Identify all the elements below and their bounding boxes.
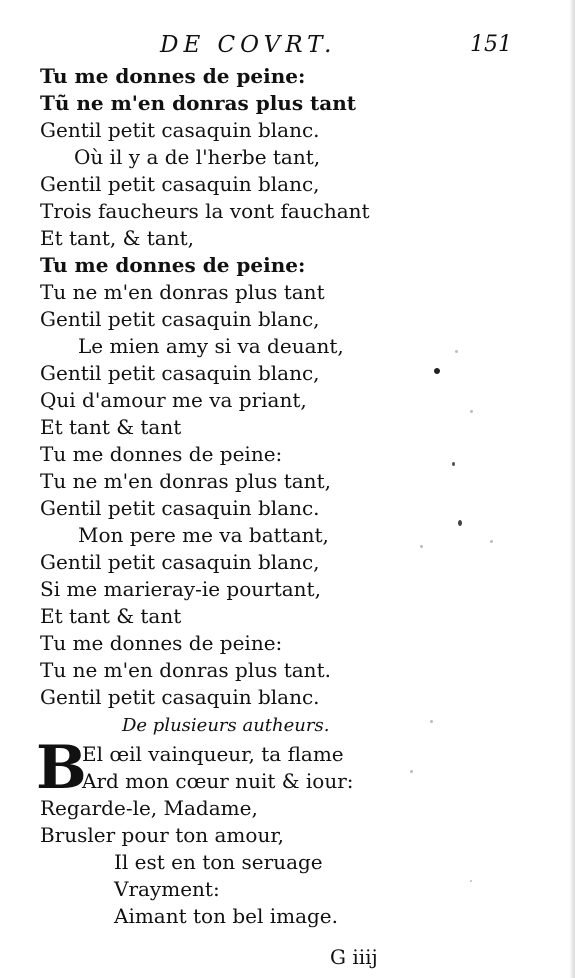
verse-line: Tu ne m'en donras plus tant. [40,658,331,682]
verse-line: Gentil petit casaquin blanc, [40,361,320,385]
verse-line: Vrayment: [114,877,220,901]
verse-line: Aimant ton bel image. [114,904,338,928]
verse-line: Si me marieray-ie pourtant, [40,577,321,601]
ink-speck [410,770,413,773]
verse-line: Tu ne m'en donras plus tant [40,280,325,304]
verse-line: Trois faucheurs la vont fauchant [40,199,370,223]
ink-speck [420,545,423,548]
second-song [0,733,520,930]
ink-speck [430,720,433,723]
verse-line: Mon pere me va battant, [78,523,329,547]
verse-line: Ard mon cœur nuit & iour: [82,769,354,793]
verse-line: Tũ ne m'en donras plus tant [40,91,357,115]
ink-speck [434,368,440,374]
signature-mark: G iiij [330,945,378,969]
verse-line: Gentil petit casaquin blanc. [40,685,320,709]
verse-line: Gentil petit casaquin blanc, [40,172,320,196]
ink-speck [452,462,455,466]
verse-line: Regarde-le, Madame, [40,796,258,820]
verse-line: Tu ne m'en donras plus tant, [40,469,331,493]
verse-line: El œil vainqueur, ta flame [82,742,344,766]
verse-line: Il est en ton seruage [114,850,323,874]
verse-line: Tu me donnes de peine: [40,631,283,655]
verse-line: Tu me donnes de peine: [40,442,283,466]
verse-line: Gentil petit casaquin blanc, [40,307,320,331]
attribution-heading: De plusieurs autheurs. [122,715,330,736]
verse-line: Brusler pour ton amour, [40,823,285,847]
page-number: 151 [470,32,512,57]
ink-speck [470,410,473,413]
ink-speck [458,520,462,526]
ink-speck [470,880,472,882]
drop-cap: B [36,733,87,803]
verse-line: Gentil petit casaquin blanc. [40,118,320,142]
page-edge-shadow [569,0,575,978]
verse-line: Le mien amy si va deuant, [78,334,344,358]
verse-line: Gentil petit casaquin blanc, [40,550,320,574]
verse-line: Et tant & tant [40,415,182,439]
ink-speck [490,540,493,543]
verse-line: Tu me donnes de peine: [40,253,306,277]
verse-line: Tu me donnes de peine: [40,64,306,88]
verse-line: Et tant & tant [40,604,182,628]
verse-line: Qui d'amour me va priant, [40,388,307,412]
verse-line: Gentil petit casaquin blanc. [40,496,320,520]
ink-speck [455,350,458,353]
verse-line: Où il y a de l'herbe tant, [74,145,321,169]
text-block [0,63,520,930]
running-head: DE COVRT. [160,32,337,58]
verse-line: Et tant, & tant, [40,226,194,250]
